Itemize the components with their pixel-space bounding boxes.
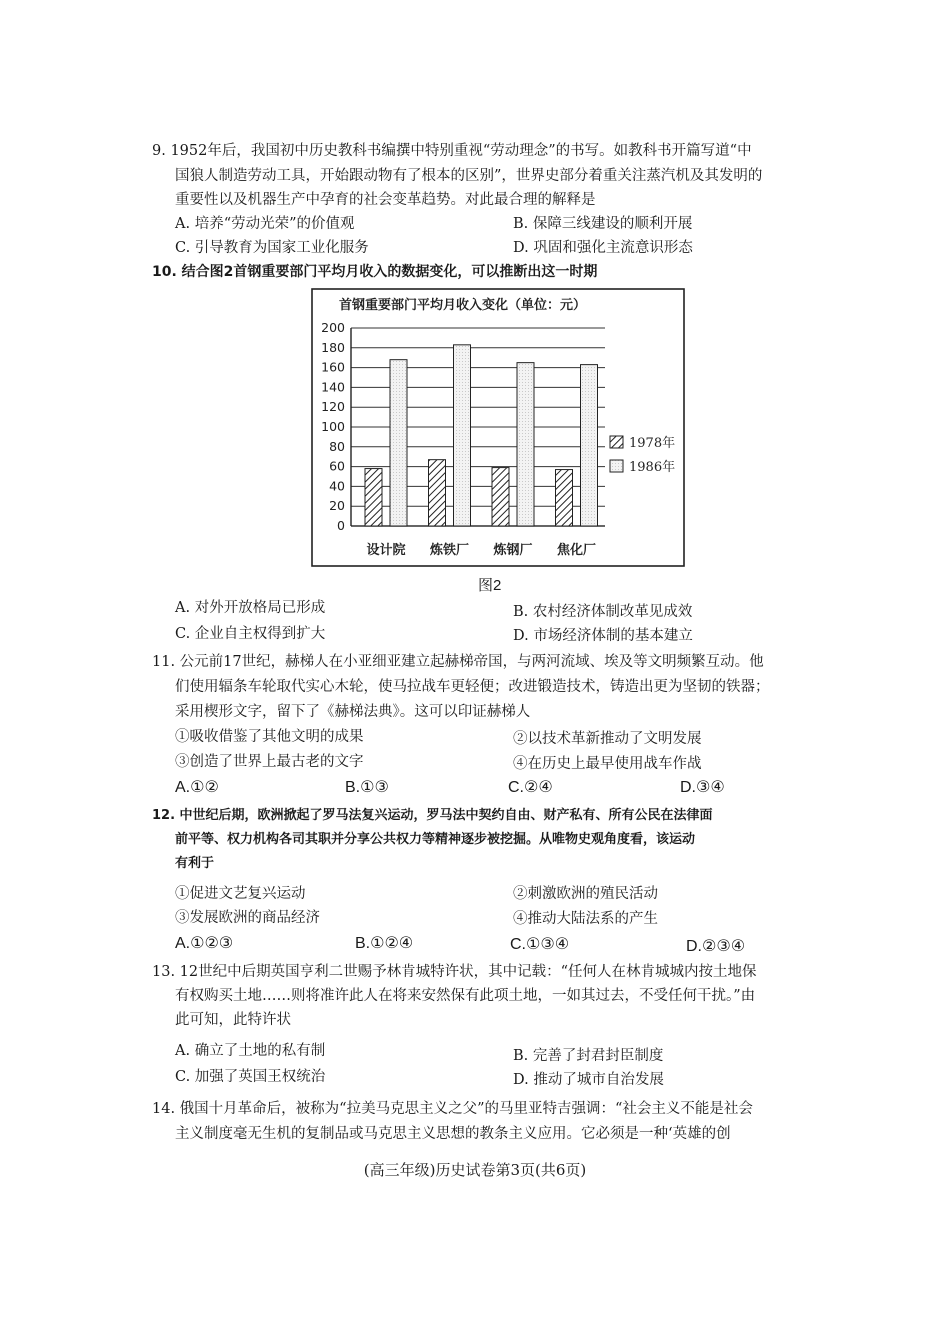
q11-item-4: ④在历史上最早使用战车作战 bbox=[513, 756, 702, 772]
q12-stem-line-3: 有利于 bbox=[175, 856, 215, 871]
q12-option-a: A.①②③ bbox=[175, 935, 234, 952]
q12-item-1: ①促进文艺复兴运动 bbox=[175, 886, 306, 902]
legend-swatch-1986 bbox=[610, 460, 623, 472]
q11-item-3: ③创造了世界上最古老的文字 bbox=[175, 754, 364, 770]
x-category-label: 炼钢厂 bbox=[493, 543, 533, 558]
q11-option-c: C.②④ bbox=[508, 779, 553, 796]
income-bar-chart bbox=[311, 288, 685, 567]
q13-option-a: A. 确立了土地的私有制 bbox=[175, 1043, 326, 1059]
bar-1978-1 bbox=[429, 460, 446, 526]
legend-label-1978: 1978年 bbox=[629, 436, 676, 451]
bar-1978-2 bbox=[492, 468, 509, 526]
q10-option-b: B. 农村经济体制改革见成效 bbox=[513, 604, 693, 620]
y-tick-label: 120 bbox=[321, 399, 345, 415]
q11-stem-line-1: 11. 公元前17世纪，赫梯人在小亚细亚建立起赫梯帝国，与两河流域、埃及等文明频繁互动。他 bbox=[152, 654, 764, 670]
q10-option-c: C. 企业自主权得到扩大 bbox=[175, 626, 326, 642]
q13-stem-line-2: 有权购买土地……则将准许此人在将来安然保有此项土地，一如其过去，不受任何干扰。”由 bbox=[175, 988, 756, 1004]
q11-option-d: D.③④ bbox=[680, 779, 725, 796]
y-tick-label: 100 bbox=[321, 419, 345, 434]
y-tick-label: 0 bbox=[337, 518, 345, 533]
page-footer: (高三年级)历史试卷第3页(共6页) bbox=[363, 1161, 587, 1179]
figure-caption: 图2 bbox=[478, 577, 502, 594]
x-category-label: 设计院 bbox=[366, 543, 406, 558]
q12-item-4: ④推动大陆法系的产生 bbox=[513, 911, 658, 927]
q9-stem-line-2: 国狼人制造劳动工具，开始跟动物有了根本的区别”，世界史部分着重关注蒸汽机及其发明的 bbox=[175, 168, 763, 184]
q9-option-a: A. 培养“劳动光荣”的价值观 bbox=[175, 216, 355, 232]
q10-option-a: A. 对外开放格局已形成 bbox=[175, 600, 326, 616]
q14-stem-line-1: 14. 俄国十月革命后，被称为“拉美马克思主义之父”的马里亚特吉强调：“社会主义不能是社会 bbox=[152, 1101, 753, 1117]
y-tick-label: 40 bbox=[329, 478, 345, 494]
q13-stem-line-1: 13. 12世纪中后期英国亨利二世赐予林肯城特许状，其中记载：“任何人在林肯城城内按土地保 bbox=[152, 964, 757, 980]
q12-stem-line-1: 12. 中世纪后期，欧洲掀起了罗马法复兴运动，罗马法中契约自由、财产私有、所有公民在法律面 bbox=[152, 808, 713, 823]
q11-option-a: A.①② bbox=[175, 779, 219, 796]
q12-option-d: D.②③④ bbox=[686, 938, 746, 955]
bar-1978-3 bbox=[556, 470, 573, 526]
q11-item-2: ②以技术革新推动了文明发展 bbox=[513, 731, 702, 747]
legend-swatch-1978 bbox=[610, 436, 623, 448]
q13-option-d: D. 推动了城市自治发展 bbox=[513, 1072, 664, 1088]
y-tick-label: 160 bbox=[321, 359, 345, 375]
q12-item-2: ②刺激欧洲的殖民活动 bbox=[513, 886, 658, 902]
q12-option-b: B.①②④ bbox=[355, 935, 414, 952]
q12-stem-line-2: 前平等、权力机构各司其职并分享公共权力等精神逐步被挖掘。从唯物史观角度看，该运动 bbox=[175, 832, 696, 847]
q14-stem-line-2: 主义制度毫无生机的复制品或马克思主义思想的教条主义应用。它必须是一种‘英雄的创 bbox=[175, 1126, 731, 1142]
y-tick-label: 180 bbox=[321, 339, 345, 355]
q9-option-b: B. 保障三线建设的顺利开展 bbox=[513, 216, 693, 232]
q10-stem: 10. 结合图2首钢重要部门平均月收入的数据变化，可以推断出这一时期 bbox=[152, 264, 598, 280]
q11-stem-line-2: 们使用辐条车轮取代实心木轮，使马拉战车更轻便；改进锻造技术，铸造出更为坚韧的铁器； bbox=[175, 679, 770, 695]
q12-item-3: ③发展欧洲的商品经济 bbox=[175, 910, 320, 926]
q9-option-d: D. 巩固和强化主流意识形态 bbox=[513, 240, 693, 256]
bar-1986-3 bbox=[581, 365, 598, 526]
q13-stem-line-3: 此可知，此特许状 bbox=[175, 1012, 291, 1028]
bar-1978-0 bbox=[365, 469, 382, 526]
bar-1986-0 bbox=[390, 360, 407, 526]
q9-stem-line-3: 重要性以及机器生产中孕育的社会变革趋势。对此最合理的解释是 bbox=[175, 192, 596, 208]
bar-1986-1 bbox=[454, 345, 471, 526]
chart-title: 首钢重要部门平均月收入变化（单位：元） bbox=[339, 298, 587, 313]
y-tick-label: 80 bbox=[329, 438, 345, 454]
x-category-label: 焦化厂 bbox=[556, 543, 597, 558]
x-category-label: 炼铁厂 bbox=[429, 543, 470, 558]
q11-option-b: B.①③ bbox=[345, 779, 389, 796]
q10-option-d: D. 市场经济体制的基本建立 bbox=[513, 628, 693, 644]
q11-item-1: ①吸收借鉴了其他文明的成果 bbox=[175, 729, 364, 745]
y-tick-label: 140 bbox=[321, 379, 345, 395]
legend-label-1986: 1986年 bbox=[629, 460, 676, 475]
q13-option-b: B. 完善了封君封臣制度 bbox=[513, 1048, 664, 1064]
q13-option-c: C. 加强了英国王权统治 bbox=[175, 1069, 326, 1085]
q12-option-c: C.①③④ bbox=[510, 936, 570, 953]
y-tick-label: 200 bbox=[321, 320, 345, 335]
q11-stem-line-3: 采用楔形文字，留下了《赫梯法典》。这可以印证赫梯人 bbox=[175, 704, 531, 720]
q9-option-c: C. 引导教育为国家工业化服务 bbox=[175, 240, 369, 256]
bar-1986-2 bbox=[517, 363, 534, 526]
q9-stem-line-1: 9. 1952年后，我国初中历史教科书编撰中特别重视“劳动理念”的书写。如教科书开篇写道“中 bbox=[152, 143, 752, 159]
y-tick-label: 60 bbox=[329, 458, 345, 474]
y-tick-label: 20 bbox=[329, 498, 345, 514]
